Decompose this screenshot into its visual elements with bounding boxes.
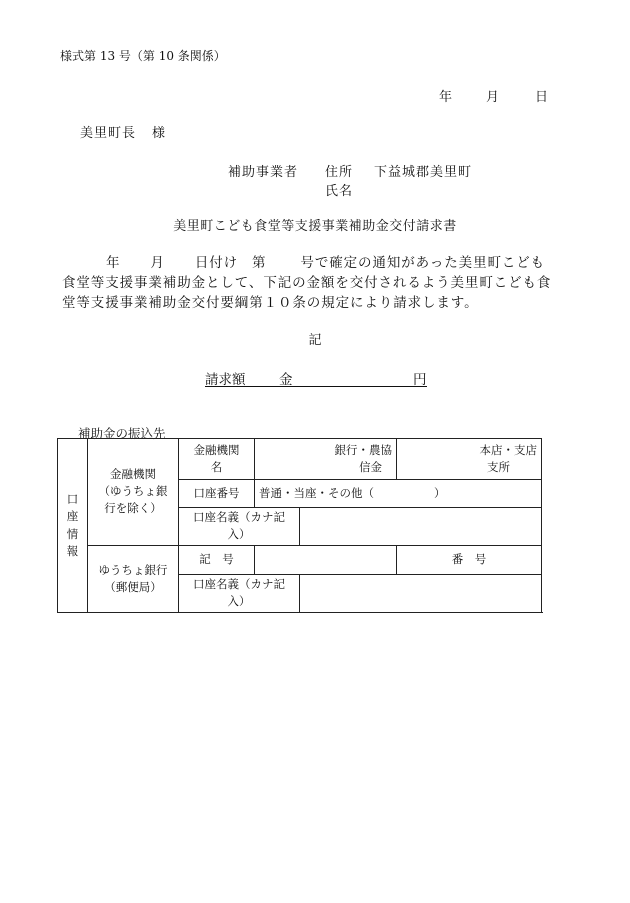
- applicant-name-label: 氏名: [325, 184, 354, 199]
- bank-group-label: 金融機関 （ゆうちょ銀 行を除く）: [88, 439, 179, 546]
- account-type-options: 普通・当座・その他（: [259, 486, 374, 501]
- body-line-3: 堂等支援事業補助金交付要綱第１０条の規定により請求します。: [62, 295, 479, 311]
- number-label: 番 号: [397, 545, 542, 574]
- bank-name-field[interactable]: [255, 439, 397, 480]
- body-line-1-rest: 号で確定の通知があった美里町こども: [300, 255, 546, 271]
- yucho-holder-field[interactable]: [300, 574, 542, 612]
- table-caption: 補助金の振込先: [78, 426, 166, 441]
- branch-kind-1: 本店・支店: [479, 442, 537, 457]
- branch-name-field[interactable]: [397, 439, 542, 480]
- claim-amount-label: 請求額: [205, 372, 246, 388]
- addressee-honorific: 様: [152, 126, 167, 141]
- applicant-address-value: 下益城郡美里町: [374, 165, 473, 180]
- account-holder-label: 口座名義（カナ記 入）: [179, 508, 300, 545]
- account-type-field[interactable]: [255, 480, 542, 508]
- yucho-group-label: ゆうちょ銀行 （郵便局）: [88, 545, 179, 612]
- account-info-table: [57, 438, 542, 613]
- bank-kind-1: 銀行・農協: [334, 442, 392, 457]
- branch-kind-2: 支所: [487, 460, 510, 475]
- date-month-label: 月: [486, 90, 500, 105]
- institution-name-label: 金融機関 名: [179, 439, 255, 480]
- ki-heading: 記: [308, 333, 322, 348]
- claim-amount-line: [205, 368, 427, 387]
- applicant-address-label: 住所: [325, 165, 354, 180]
- account-info-side-header: 口 座 情 報: [58, 439, 88, 613]
- document-title: 美里町こども食堂等支援事業補助金交付請求書: [173, 219, 457, 234]
- applicant-role: 補助事業者: [228, 165, 299, 180]
- body-line-2: 食堂等支援事業補助金として、下記の金額を交付されるよう美里町こども食: [62, 275, 552, 291]
- body-year: 年: [106, 255, 121, 271]
- date-year-label: 年: [439, 90, 453, 105]
- bank-kind-2: 信金: [359, 460, 382, 475]
- account-holder-field[interactable]: [300, 508, 542, 545]
- form-number: 様式第 13 号（第 10 条関係）: [60, 49, 226, 63]
- claim-amount-yen: 円: [413, 372, 427, 388]
- body-no: 第: [252, 255, 267, 271]
- symbol-label: 記 号: [179, 545, 255, 574]
- body-dated: 日付け: [194, 255, 239, 271]
- claim-amount-kin: 金: [279, 372, 293, 388]
- addressee-name: 美里町長: [80, 126, 137, 141]
- yucho-holder-label: 口座名義（カナ記 入）: [179, 574, 300, 612]
- account-number-label: 口座番号: [179, 480, 255, 508]
- symbol-field[interactable]: [255, 545, 397, 574]
- date-day-label: 日: [535, 90, 549, 105]
- account-type-close: ）: [434, 486, 446, 501]
- body-month: 月: [150, 255, 165, 271]
- body-line-1: [62, 251, 545, 271]
- addressee: [80, 122, 166, 141]
